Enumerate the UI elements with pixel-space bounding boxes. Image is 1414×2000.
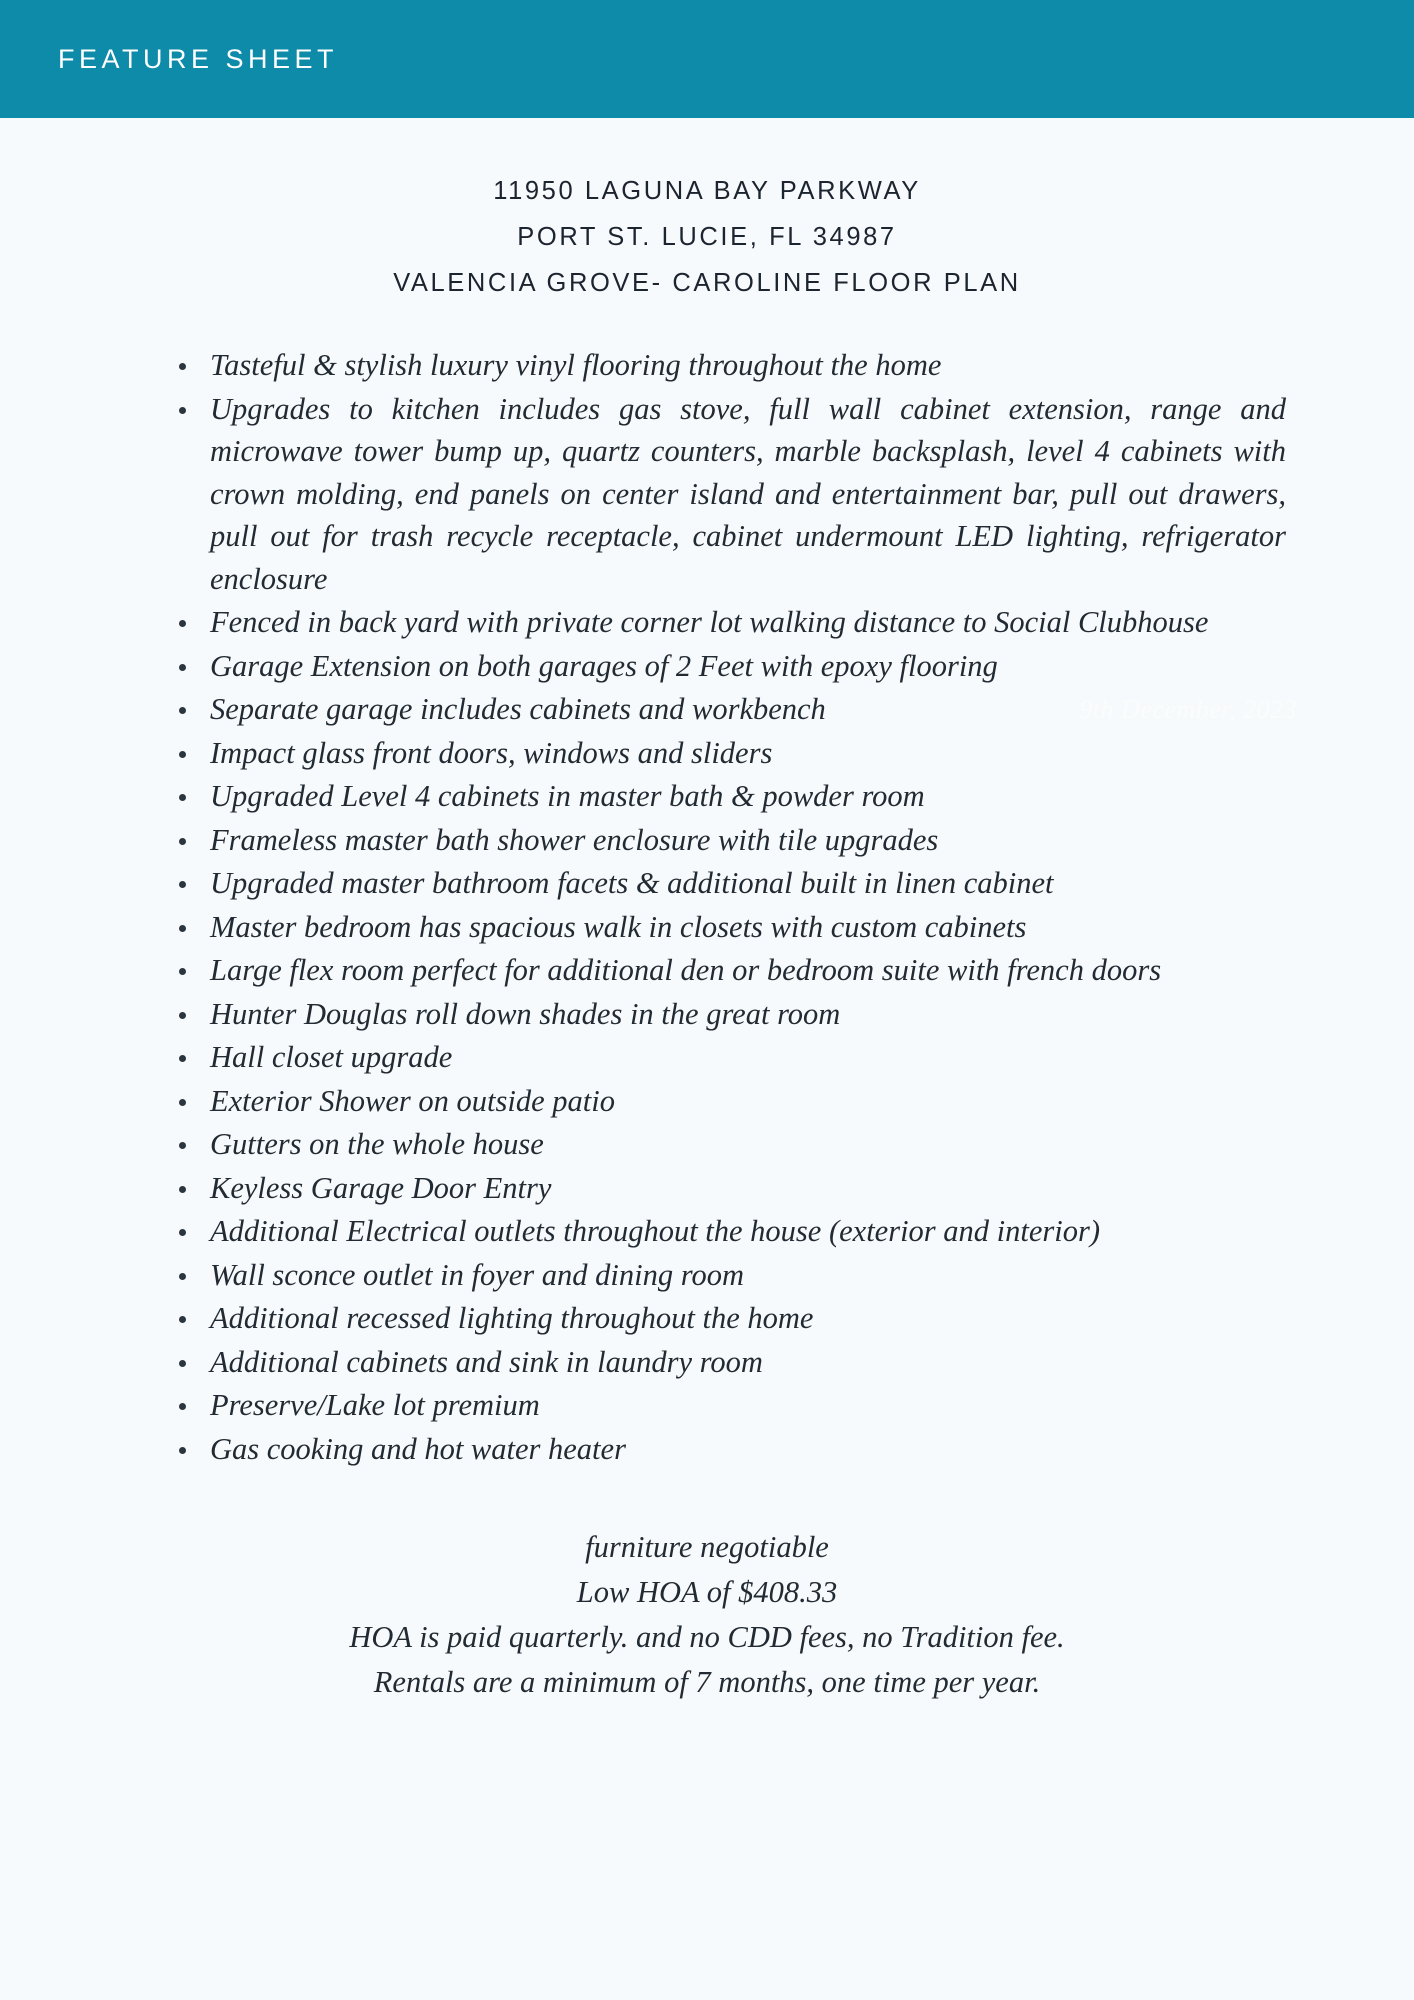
list-item: Wall sconce outlet in foyer and dining room <box>210 1254 1286 1298</box>
address-line-3: VALENCIA GROVE- CAROLINE FLOOR PLAN <box>393 269 1021 297</box>
list-item: Hunter Douglas roll down shades in the great room <box>210 993 1286 1037</box>
footer-block <box>0 1525 1414 1745</box>
list-item: Fenced in back yard with private corner lot walking distance to Social Clubhouse <box>210 601 1286 645</box>
list-item: Upgraded master bathroom facets & additional built in linen cabinet <box>210 862 1286 906</box>
list-item: Garage Extension on both garages of 2 Feet with epoxy flooring <box>210 645 1286 689</box>
list-item: Tasteful & stylish luxury vinyl flooring throughout the home <box>210 344 1286 388</box>
list-item: Impact glass front doors, windows and sliders <box>210 732 1286 776</box>
list-item: Additional Electrical outlets throughout the house (exterior and interior) <box>210 1210 1286 1254</box>
list-item: Separate garage includes cabinets and workbench <box>210 688 1286 732</box>
header-bar <box>0 0 1414 118</box>
list-item: Additional cabinets and sink in laundry room <box>210 1341 1286 1385</box>
list-item: Keyless Garage Door Entry <box>210 1167 1286 1211</box>
list-item: Master bedroom has spacious walk in closets with custom cabinets <box>210 906 1286 950</box>
address-line-2: PORT ST. LUCIE, FL 34987 <box>517 223 897 251</box>
list-item: Large flex room perfect for additional den or bedroom suite with french doors <box>210 949 1286 993</box>
list-item: Hall closet upgrade <box>210 1036 1286 1080</box>
list-item: Upgrades to kitchen includes gas stove, full wall cabinet extension, range and microwave tower bump up, quartz counters, marble backsplash, level 4 cabinets with crown molding, end panels on center island and entertainment bar, pull out drawers, pull out for trash recycle receptacle, cabinet undermount LED lighting, refrigerator enclosure <box>210 388 1286 602</box>
footer-line-4: Rentals are a minimum of 7 months, one time per year. <box>373 1665 1041 1699</box>
list-item: Exterior Shower on outside patio <box>210 1080 1286 1124</box>
list-item: Preserve/Lake lot premium <box>210 1384 1286 1428</box>
address-line-1: 11950 LAGUNA BAY PARKWAY <box>493 177 921 205</box>
address-block <box>0 168 1414 306</box>
list-item: Upgraded Level 4 cabinets in master bath & powder room <box>210 775 1286 819</box>
footer-line-2: Low HOA of $408.33 <box>576 1575 838 1609</box>
footer-line-3: HOA is paid quarterly. and no CDD fees, no Tradition fee. <box>349 1620 1065 1654</box>
list-item: Additional recessed lighting throughout the home <box>210 1297 1286 1341</box>
list-item: Frameless master bath shower enclosure with tile upgrades <box>210 819 1286 863</box>
footer-line-1: furniture negotiable <box>585 1530 829 1564</box>
feature-list <box>0 344 1414 1471</box>
list-item: Gas cooking and hot water heater <box>210 1428 1286 1472</box>
list-item: Gutters on the whole house <box>210 1123 1286 1167</box>
date-watermark: 9th December, 2023 <box>1079 695 1297 724</box>
page-title: FEATURE SHEET <box>58 43 339 74</box>
